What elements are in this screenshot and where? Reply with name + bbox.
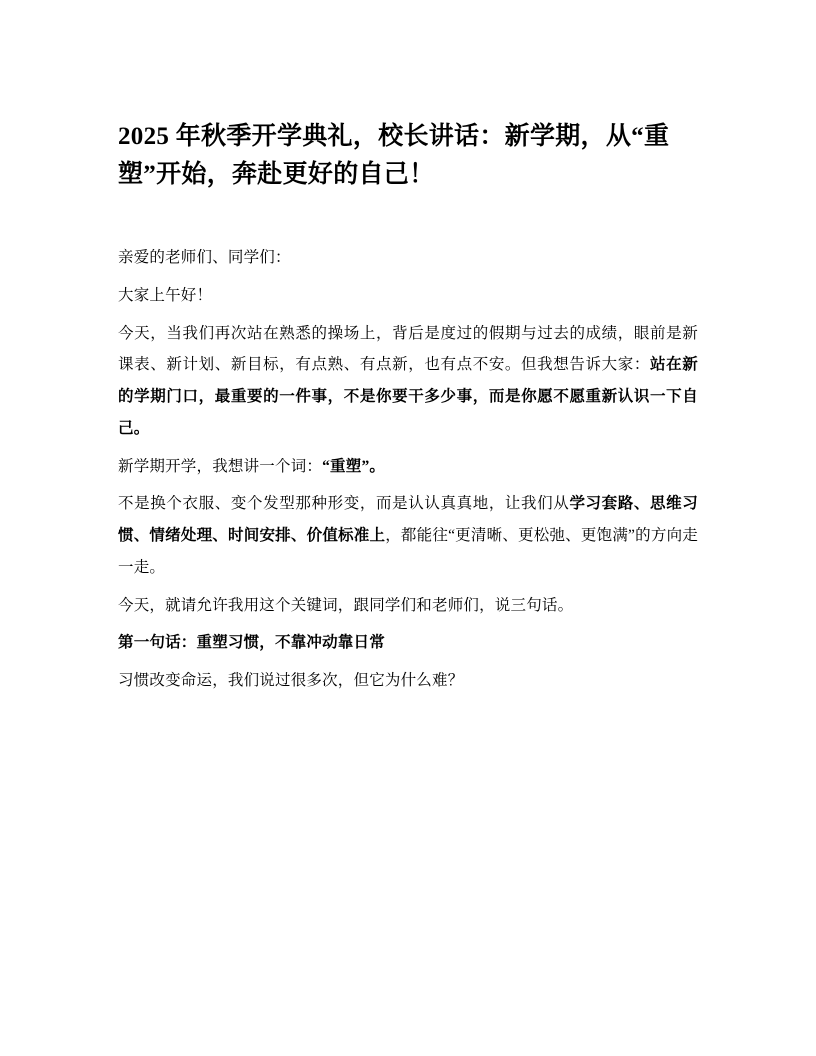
salutation [118,242,698,274]
body-paragraph-5 [118,665,698,697]
body-paragraph-4 [118,590,698,622]
section-heading-1 [118,627,698,659]
document-body [118,242,698,697]
body-text: 新学期开学，我想讲一个词： [118,457,323,475]
body-paragraph-1 [118,318,698,445]
body-text: 习惯改变命运，我们说过很多次，但它为什么难？ [118,672,464,690]
body-text: 今天，就请允许我用这个关键词，跟同学们和老师们，说三句话。 [118,596,574,614]
emphasis-text: 学习套路、思维习惯、情绪处理、时间安排、价值标准上 [118,495,698,545]
body-paragraph-2 [118,451,698,483]
emphasis-text: 站在新的学期门口，最重要的一件事，不是你要干多少事，而是你愿不愿重新认识一下自己。 [118,356,698,437]
body-text: 不是换个衣服、变个发型那种形变，而是认认真真地，让我们从 [118,495,570,513]
page-title: 2025 年秋季开学典礼，校长讲话：新学期，从“重塑”开始，奔赴更好的自己！ [118,123,670,188]
emphasis-text: “重塑”。 [322,457,386,475]
body-text: 亲爱的老师们、同学们： [118,249,291,266]
body-text: ，都能往“更清晰、更松弛、更饱满”的方向走一走。 [118,527,699,576]
body-text: 大家上午好！ [118,286,213,304]
greeting [118,280,698,312]
emphasis-text: 第一句话：重塑习惯，不靠冲动靠日常 [118,634,385,652]
body-paragraph-3 [118,488,698,583]
body-text: 今天，当我们再次站在熟悉的操场上，背后是度过的假期与过去的成绩，眼前是新课表、新计划、新目标，有点熟、有点新，也有点不安。但我想告诉大家： [118,324,698,374]
